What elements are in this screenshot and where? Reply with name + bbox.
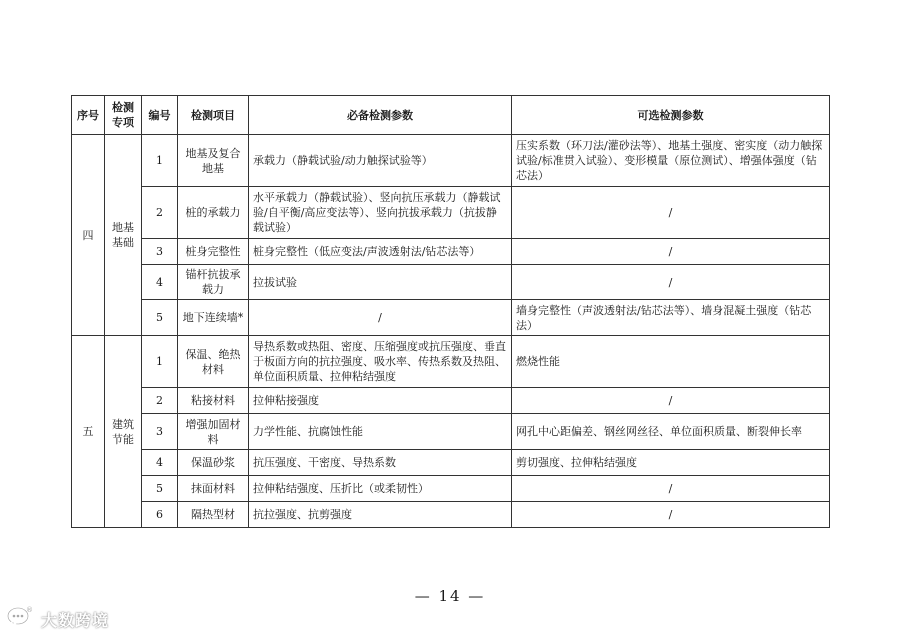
row-required: 抗拉强度、抗剪强度 — [249, 502, 512, 528]
table-row — [72, 336, 830, 388]
header-seq: 序号 — [72, 96, 105, 135]
header-category: 检测专项 — [105, 96, 142, 135]
row-no: 4 — [142, 265, 178, 300]
row-item: 隔热型材 — [178, 502, 249, 528]
inspection-parameters-table — [71, 95, 830, 528]
row-optional: 网孔中心距偏差、钢丝网丝径、单位面积质量、断裂伸长率 — [512, 414, 830, 450]
header-optional: 可选检测参数 — [512, 96, 830, 135]
row-no: 4 — [142, 450, 178, 476]
table-row — [72, 187, 830, 239]
row-item: 锚杆抗拔承载力 — [178, 265, 249, 300]
group-category: 建筑节能 — [105, 336, 142, 528]
row-item: 地下连续墙* — [178, 300, 249, 336]
row-no: 2 — [142, 187, 178, 239]
row-required: 拉拔试验 — [249, 265, 512, 300]
row-required: 力学性能、抗腐蚀性能 — [249, 414, 512, 450]
table-row — [72, 265, 830, 300]
row-required: 拉伸粘接强度 — [249, 388, 512, 414]
table-row — [72, 476, 830, 502]
row-item: 抹面材料 — [178, 476, 249, 502]
row-required: 抗压强度、干密度、导热系数 — [249, 450, 512, 476]
row-item: 保温、绝热材料 — [178, 336, 249, 388]
row-optional: / — [512, 239, 830, 265]
row-no: 1 — [142, 135, 178, 187]
table-row — [72, 239, 830, 265]
row-no: 6 — [142, 502, 178, 528]
table-row — [72, 135, 830, 187]
table-row — [72, 414, 830, 450]
row-optional: / — [512, 388, 830, 414]
row-optional: / — [512, 187, 830, 239]
row-optional: 燃烧性能 — [512, 336, 830, 388]
watermark — [6, 606, 109, 632]
group-seq: 四 — [72, 135, 105, 336]
row-no: 2 — [142, 388, 178, 414]
row-required: 水平承载力（静载试验）、竖向抗压承载力（静载试验/自平衡/高应变法等）、竖向抗拔承载力（抗拔静载试验） — [249, 187, 512, 239]
row-required: / — [249, 300, 512, 336]
row-optional: 墙身完整性（声波透射法/钻芯法等）、墙身混凝土强度（钻芯法） — [512, 300, 830, 336]
group-category: 地基基础 — [105, 135, 142, 336]
row-item: 增强加固材料 — [178, 414, 249, 450]
table-row — [72, 502, 830, 528]
row-required: 承载力（静载试验/动力触探试验等） — [249, 135, 512, 187]
row-optional: / — [512, 265, 830, 300]
row-no: 5 — [142, 300, 178, 336]
header-no: 编号 — [142, 96, 178, 135]
row-required: 导热系数或热阻、密度、压缩强度或抗压强度、垂直于板面方向的抗拉强度、吸水率、传热系数及热阻、单位面积质量、拉伸粘结强度 — [249, 336, 512, 388]
header-required: 必备检测参数 — [249, 96, 512, 135]
row-item: 桩身完整性 — [178, 239, 249, 265]
table-row — [72, 388, 830, 414]
row-item: 地基及复合地基 — [178, 135, 249, 187]
svg-text:®: ® — [26, 606, 33, 614]
table-row — [72, 450, 830, 476]
table-header-row — [72, 96, 830, 135]
row-optional: 剪切强度、拉伸粘结强度 — [512, 450, 830, 476]
row-required: 拉伸粘结强度、压折比（或柔韧性） — [249, 476, 512, 502]
chat-bubble-logo-icon — [6, 605, 36, 633]
row-optional: / — [512, 476, 830, 502]
group-seq: 五 — [72, 336, 105, 528]
row-optional: / — [512, 502, 830, 528]
row-no: 5 — [142, 476, 178, 502]
row-required: 桩身完整性（低应变法/声波透射法/钻芯法等） — [249, 239, 512, 265]
table-row — [72, 300, 830, 336]
row-item: 粘接材料 — [178, 388, 249, 414]
row-no: 3 — [142, 414, 178, 450]
row-no: 3 — [142, 239, 178, 265]
page-number: — 14 — — [414, 587, 486, 605]
row-item: 桩的承载力 — [178, 187, 249, 239]
header-item: 检测项目 — [178, 96, 249, 135]
row-optional: 压实系数（环刀法/灌砂法等）、地基土强度、密实度（动力触探试验/标准贯入试验）、变形模量（原位测试）、增强体强度（钻芯法） — [512, 135, 830, 187]
watermark-text: 大数跨境 — [41, 610, 110, 630]
row-item: 保温砂浆 — [178, 450, 249, 476]
row-no: 1 — [142, 336, 178, 388]
